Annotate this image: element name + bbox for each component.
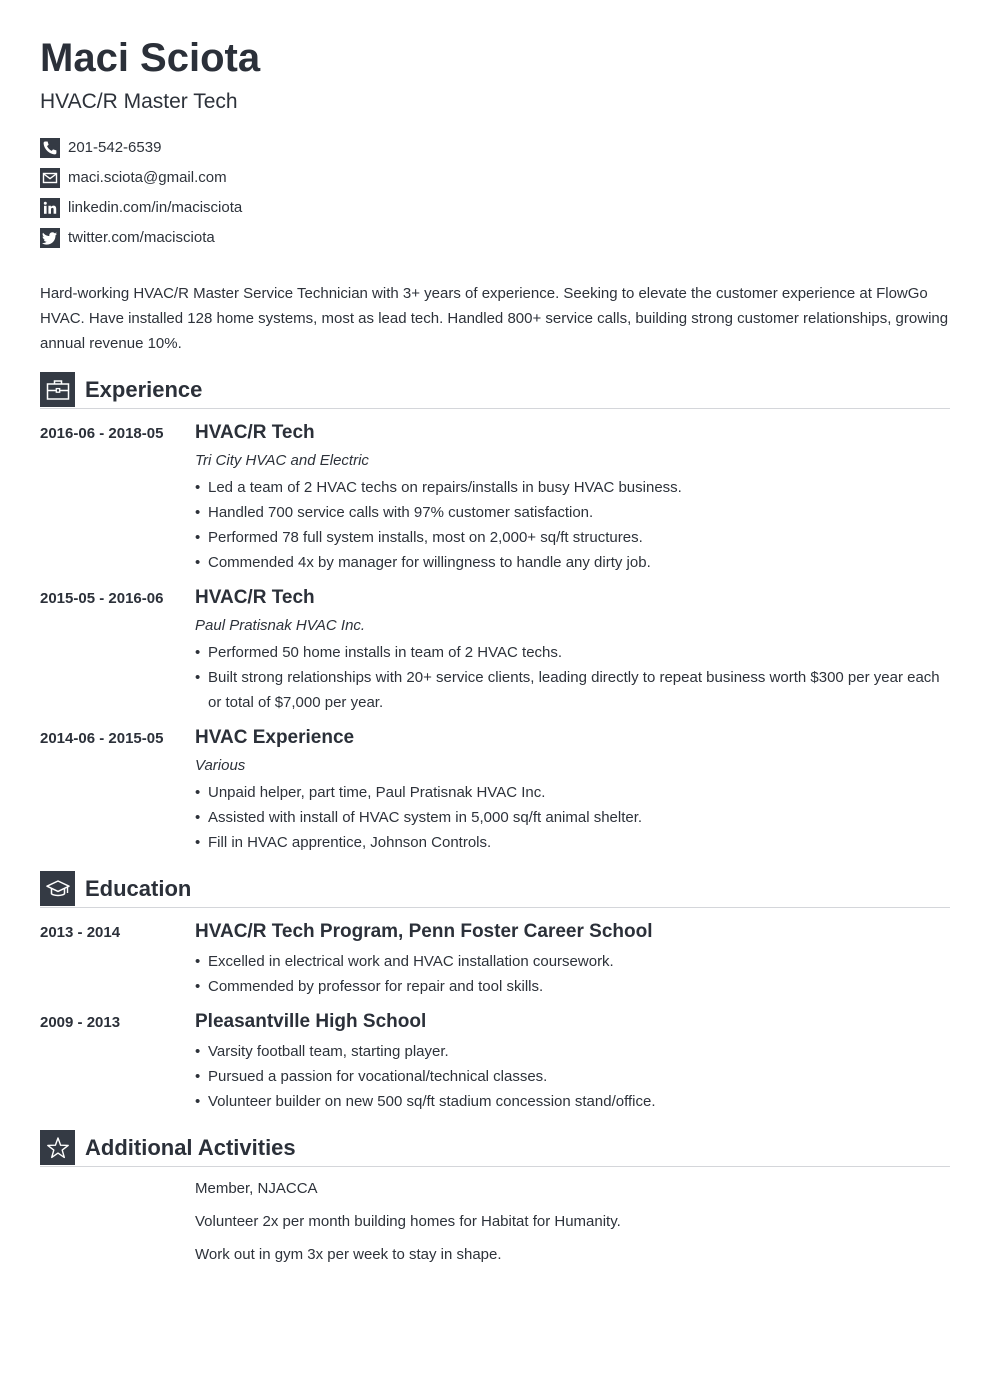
entry-date: 2009 - 2013 bbox=[40, 1014, 121, 1031]
briefcase-icon bbox=[40, 372, 75, 407]
bullet-item: • Unpaid helper, part time, Paul Pratisnak HVAC Inc. bbox=[195, 780, 950, 805]
phone-icon bbox=[40, 138, 60, 158]
education-section-header bbox=[40, 871, 950, 908]
contact-email bbox=[40, 168, 242, 198]
bullet-item: • Performed 78 full system installs, most on 2,000+ sq/ft structures. bbox=[195, 525, 950, 550]
entry-title: HVAC/R Tech bbox=[195, 587, 315, 608]
linkedin-icon bbox=[40, 198, 60, 218]
phone-number[interactable]: 201-542-6539 bbox=[68, 139, 162, 156]
twitter-icon bbox=[40, 228, 60, 248]
bullet-item: • Handled 700 service calls with 97% customer satisfaction. bbox=[195, 500, 950, 525]
entry-date: 2016-06 - 2018-05 bbox=[40, 425, 164, 442]
bullet-item: • Pursued a passion for vocational/technical classes. bbox=[195, 1064, 950, 1089]
twitter-url[interactable]: twitter.com/macisciota bbox=[68, 229, 215, 246]
profile-summary: Hard-working HVAC/R Master Service Technician with 3+ years of experience. Seeking to elevate the customer experience at FlowGo HVAC. Have installed 128 home systems, most as lead tech. Handled 800+ service calls, building strong customer relationships, growing annual revenue 10%. bbox=[40, 285, 949, 352]
star-icon bbox=[40, 1130, 75, 1165]
bullet-item: • Volunteer builder on new 500 sq/ft stadium concession stand/office. bbox=[195, 1089, 950, 1114]
bullet-item: • Varsity football team, starting player. bbox=[195, 1039, 950, 1064]
job-title: HVAC/R Master Tech bbox=[40, 90, 238, 113]
contact-list bbox=[40, 138, 242, 258]
bullet-item: • Performed 50 home installs in team of 2 HVAC techs. bbox=[195, 640, 950, 665]
entry-company: Paul Pratisnak HVAC Inc. bbox=[195, 617, 366, 634]
entry-company: Tri City HVAC and Electric bbox=[195, 452, 369, 469]
entry-bullets bbox=[195, 780, 950, 855]
experience-section-header bbox=[40, 372, 950, 409]
entry-title: HVAC/R Tech bbox=[195, 422, 315, 443]
email-icon bbox=[40, 168, 60, 188]
graduation-cap-icon bbox=[40, 871, 75, 906]
entry-company: Various bbox=[195, 757, 246, 774]
entry-date: 2013 - 2014 bbox=[40, 924, 121, 941]
experience-heading: Experience bbox=[85, 377, 203, 402]
bullet-item: • Built strong relationships with 20+ service clients, leading directly to repeat business worth $300 per year each or total of $7,000 per year. bbox=[195, 665, 950, 715]
activities-section-header bbox=[40, 1130, 950, 1167]
contact-linkedin bbox=[40, 198, 242, 228]
entry-bullets bbox=[195, 1039, 950, 1114]
activity-item: Member, NJACCA bbox=[195, 1180, 318, 1197]
activity-item: Volunteer 2x per month building homes for Habitat for Humanity. bbox=[195, 1213, 621, 1230]
email-address[interactable]: maci.sciota@gmail.com bbox=[68, 169, 227, 186]
bullet-item: • Excelled in electrical work and HVAC installation coursework. bbox=[195, 949, 950, 974]
bullet-item: • Led a team of 2 HVAC techs on repairs/installs in busy HVAC business. bbox=[195, 475, 950, 500]
education-heading: Education bbox=[85, 876, 192, 901]
activity-item: Work out in gym 3x per week to stay in shape. bbox=[195, 1246, 502, 1263]
entry-bullets bbox=[195, 640, 950, 715]
candidate-name: Maci Sciota bbox=[40, 36, 261, 80]
entry-title: Pleasantville High School bbox=[195, 1011, 427, 1032]
bullet-item: • Fill in HVAC apprentice, Johnson Controls. bbox=[195, 830, 950, 855]
bullet-item: • Commended by professor for repair and tool skills. bbox=[195, 974, 950, 999]
bullet-item: • Commended 4x by manager for willingness to handle any dirty job. bbox=[195, 550, 950, 575]
entry-date: 2015-05 - 2016-06 bbox=[40, 590, 164, 607]
entry-title: HVAC/R Tech Program, Penn Foster Career School bbox=[195, 921, 653, 942]
entry-title: HVAC Experience bbox=[195, 727, 355, 748]
contact-twitter bbox=[40, 228, 242, 258]
entry-date: 2014-06 - 2015-05 bbox=[40, 730, 164, 747]
contact-phone bbox=[40, 138, 242, 168]
entry-bullets bbox=[195, 475, 950, 575]
linkedin-url[interactable]: linkedin.com/in/macisciota bbox=[68, 199, 243, 216]
activities-heading: Additional Activities bbox=[85, 1135, 296, 1160]
entry-bullets bbox=[195, 949, 950, 999]
bullet-item: • Assisted with install of HVAC system in 5,000 sq/ft animal shelter. bbox=[195, 805, 950, 830]
